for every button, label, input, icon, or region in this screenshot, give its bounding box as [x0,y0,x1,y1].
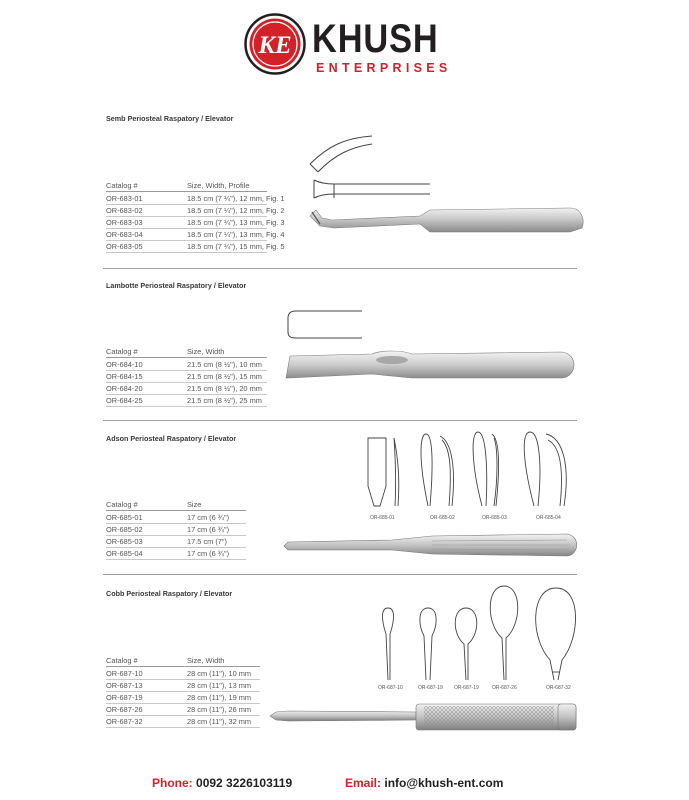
section-title-semb: Semb Periosteal Raspatory / Elevator [106,114,234,123]
header-catalog: Catalog # [106,656,138,665]
row-rule [106,406,267,407]
tip-caption: OR-687-19 [418,685,443,691]
header-size: Size, Width [187,347,225,356]
section-title-lambotte: Lambotte Periosteal Raspatory / Elevator [106,281,247,290]
cobb-instrument-photo [268,700,584,734]
row-rule [106,559,246,560]
lambotte-instrument-illustration [282,300,582,390]
logo-monogram: KE [258,32,292,59]
row-rule [106,382,267,383]
cell-catalog: OR-687-26 [106,705,143,714]
cell-size: 28 cm (11"), 10 mm [187,669,252,678]
cell-catalog: OR-687-13 [106,681,143,690]
row-rule [106,679,260,680]
row-rule [106,228,267,229]
footer-email [345,776,503,790]
logo-emblem [244,13,306,75]
row-rule [106,394,267,395]
tip-caption: OR-685-02 [430,515,455,521]
cell-size: 18.5 cm (7 ¼"), 13 mm, Fig. 3 [187,218,285,227]
tip-caption: OR-687-10 [378,685,403,691]
cell-catalog: OR-685-03 [106,537,143,546]
cell-size: 21.5 cm (8 ½"), 25 mm [187,396,262,405]
email-label: Email: [345,776,382,790]
cell-catalog: OR-683-01 [106,194,143,203]
section-title-cobb: Cobb Periosteal Raspatory / Elevator [106,589,233,598]
row-rule [106,252,267,253]
cell-catalog: OR-685-01 [106,513,143,522]
header-catalog: Catalog # [106,347,138,356]
semb-tip-outline [310,136,430,198]
brand-tagline: ENTERPRISES [316,61,452,75]
row-rule [106,535,246,536]
cell-size: 21.5 cm (8 ½"), 10 mm [187,360,262,369]
cell-size: 17.5 cm (7") [187,537,227,546]
cell-size: 28 cm (11"), 13 mm [187,681,252,690]
cell-size: 17 cm (6 ¾") [187,513,230,522]
header-size: Size [187,500,202,509]
cobb-tip-1 [383,608,394,680]
cell-catalog: OR-687-10 [106,669,143,678]
row-rule [106,216,267,217]
lambotte-tip-outline [288,311,362,338]
row-rule [106,703,260,704]
row-rule [106,547,246,548]
cobb-tip-drawings [376,582,582,682]
cell-size: 21.5 cm (8 ½"), 20 mm [187,384,262,393]
row-rule [106,523,246,524]
phone-label: Phone: [152,776,193,790]
adson-tip-drawings [360,428,585,518]
brand-logo [244,13,452,79]
tip-caption: OR-687-32 [546,685,571,691]
row-rule [106,715,260,716]
cobb-tip-3 [455,608,477,680]
section-divider [103,268,577,269]
section-divider [103,574,577,575]
cell-catalog: OR-687-19 [106,693,143,702]
cell-size: 18.5 cm (7 ¼"), 15 mm, Fig. 5 [187,242,285,251]
section-title-adson: Adson Periosteal Raspatory / Elevator [106,434,237,443]
email-value[interactable]: info@khush-ent.com [384,776,504,790]
tip-caption: OR-685-03 [482,515,507,521]
cell-catalog: OR-685-02 [106,525,143,534]
header-size: Size, Width [187,656,225,665]
cell-catalog: OR-683-03 [106,218,143,227]
row-rule [106,691,260,692]
cell-catalog: OR-684-20 [106,384,143,393]
tip-caption: OR-687-26 [492,685,517,691]
cell-catalog: OR-684-10 [106,360,143,369]
cell-catalog: OR-683-04 [106,230,143,239]
phone-value[interactable]: 0092 3226103119 [196,776,293,790]
tip-caption: OR-685-04 [536,515,561,521]
header-size: Size, Width, Profile [187,181,250,190]
header-rule [106,666,260,667]
header-catalog: Catalog # [106,500,138,509]
cell-size: 21.5 cm (8 ½"), 15 mm [187,372,262,381]
cell-size: 18.5 cm (7 ¼"), 12 mm, Fig. 2 [187,206,285,215]
header-rule [106,510,246,511]
header-catalog: Catalog # [106,181,138,190]
adson-tip-1 [368,438,399,506]
cobb-tip-4 [490,586,518,680]
header-rule [106,191,267,192]
adson-tip-4 [524,432,566,506]
cobb-tip-5 [536,588,576,680]
adson-tip-3 [473,432,499,506]
cell-size: 18.5 cm (7 ¼"), 13 mm, Fig. 4 [187,230,285,239]
row-rule [106,240,267,241]
footer-phone [152,776,292,790]
cell-catalog: OR-684-15 [106,372,143,381]
cell-catalog: OR-684-25 [106,396,143,405]
cell-size: 17 cm (6 ¾") [187,549,230,558]
semb-instrument-photo [310,208,583,232]
cell-size: 28 cm (11"), 26 mm [187,705,252,714]
cell-catalog: OR-687-32 [106,717,143,726]
tip-caption: OR-685-01 [370,515,395,521]
cobb-tip-2 [420,608,436,680]
cell-catalog: OR-685-04 [106,549,143,558]
cell-size: 17 cm (6 ¾") [187,525,230,534]
adson-tip-2 [421,434,454,506]
section-divider [103,420,577,421]
adson-instrument-photo [282,524,582,564]
lambotte-instrument-photo [286,351,574,378]
cell-size: 28 cm (11"), 19 mm [187,693,252,702]
cell-catalog: OR-683-02 [106,206,143,215]
tip-caption: OR-687-19 [454,685,479,691]
brand-name: KHUSH [312,17,439,61]
cell-size: 18.5 cm (7 ¼"), 12 mm, Fig. 1 [187,194,285,203]
row-rule [106,370,267,371]
row-rule [106,204,267,205]
cell-catalog: OR-683-05 [106,242,143,251]
cell-size: 28 cm (11"), 32 mm [187,717,252,726]
header-rule [106,357,267,358]
semb-instrument-illustration [300,128,590,254]
row-rule [106,727,260,728]
